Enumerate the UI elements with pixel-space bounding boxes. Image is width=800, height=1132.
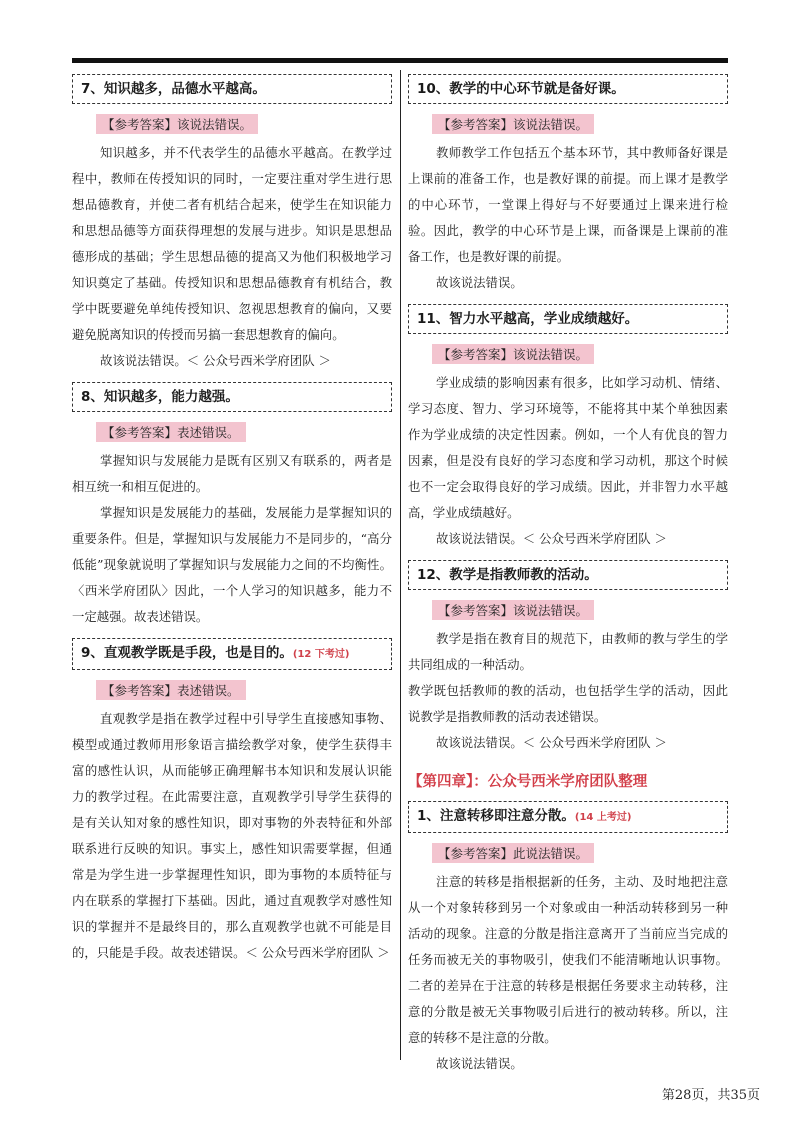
question-8-title: 8、知识越多，能力越强。 [72, 382, 392, 412]
question-10-answer: 【参考答案】该说法错误。 [432, 114, 594, 134]
chapter4-question-1-answer: 【参考答案】此说法错误。 [432, 843, 594, 863]
question-9-title: 9、直观教学既是手段，也是目的。(12 下考过) [72, 638, 392, 670]
question-12-para-2: 教学既包括教师的教的活动，也包括学生学的活动，因此说教学是指教师教的活动表述错误。 [408, 683, 728, 724]
column-divider [400, 70, 401, 1060]
left-column [72, 74, 392, 966]
question-8-answer: 【参考答案】表述错误。 [96, 422, 246, 442]
right-column [408, 74, 728, 1077]
question-9-para-1: 直观教学是指在教学过程中引导学生直接感知事物、模型或通过教师用形象语言描绘教学对象，使学生获得丰富的感性认识，从而能够正确理解书本知识和发展认识能力的教学过程。在此需要注意，直观教学引导学生获得的是有关认知对象的感性知识，即对事物的外表特征和外部联系进行反映的知识。事实上，感性知识需要掌握，但通常是为学生进一步掌握理性知识，即为事物的本质特征与内在联系的掌握打下基础。因此，通过直观教学对感性知识的掌握并不是最终目的，那么直观教学也就不可能是目的，只能是手段。故表述错误。＜ 公众号西米学府团队 ＞ [72, 711, 392, 960]
question-8-para-2: 掌握知识是发展能力的基础，发展能力是掌握知识的重要条件。但是，掌握知识与发展能力不是同步的，“高分低能”现象就说明了掌握知识与发展能力之间的不均衡性。〈西米学府团队〉因此，一个人学习的知识越多，能力不一定越强。故表述错误。 [72, 505, 392, 624]
question-11-para-1: 学业成绩的影响因素有很多，比如学习动机、情绪、学习态度、智力、学习环境等，不能将其中某个单独因素作为学业成绩的决定性因素。例如，一个人有优良的智力因素，但是没有良好的学习态度和学习动机，那这个时候也不一定会取得良好的学习成绩。因此，并非智力水平越高，学业成绩越好。 [408, 375, 728, 520]
question-11-answer: 【参考答案】该说法错误。 [432, 344, 594, 364]
question-10-title: 10、教学的中心环节就是备好课。 [408, 74, 728, 104]
page-number: 第28页，共35页 [661, 1088, 760, 1103]
question-7-para-2: 故该说法错误。＜ 公众号西米学府团队 ＞ [100, 353, 331, 368]
chapter4-question-1-para-2: 故该说法错误。 [436, 1056, 523, 1071]
top-rule [72, 58, 728, 63]
question-9-tag: (12 下考过) [292, 649, 350, 660]
question-9-answer: 【参考答案】表述错误。 [96, 680, 246, 700]
question-12-para-1: 教学是指在教育目的规范下，由教师的教与学生的学共同组成的一种活动。 [408, 631, 728, 672]
question-7-answer: 【参考答案】该说法错误。 [96, 114, 258, 134]
question-11-title: 11、智力水平越高，学业成绩越好。 [408, 304, 728, 334]
chapter4-question-1-title: 1、注意转移即注意分散。(14 上考过) [408, 801, 728, 833]
question-12-answer: 【参考答案】该说法错误。 [432, 600, 594, 620]
question-12-title: 12、教学是指教师教的活动。 [408, 560, 728, 590]
question-12-para-3: 故该说法错误。＜ 公众号西米学府团队 ＞ [436, 735, 667, 750]
chapter-heading: 【第四章】：公众号西米学府团队整理 [408, 774, 648, 790]
chapter4-question-1-tag: (14 上考过) [574, 812, 632, 823]
question-7-para-1: 知识越多，并不代表学生的品德水平越高。在教学过程中，教师在传授知识的同时，一定要注重对学生进行思想品德教育，并使二者有机结合起来，使学生在知识能力和思想品德等方面获得理想的发展与进步。知识是思想品德形成的基础；学生思想品德的提高又为他们积极地学习知识奠定了基础。传授知识和思想品德教育有机结合，教学中既要避免单纯传授知识、忽视思想教育的偏向，又要避免脱离知识的传授而另搞一套思想教育的偏向。 [72, 145, 392, 342]
question-7-title: 7、知识越多，品德水平越高。 [72, 74, 392, 104]
question-11-para-2: 故该说法错误。＜ 公众号西米学府团队 ＞ [436, 531, 667, 546]
question-10-para-1: 教师教学工作包括五个基本环节，其中教师备好课是上课前的准备工作，也是教好课的前提。而上课才是教学的中心环节，一堂课上得好与不好要通过上课来进行检验。因此，教学的中心环节是上课，而备课是上课前的准备工作，也是教好课的前提。 [408, 145, 728, 264]
question-8-para-1: 掌握知识与发展能力是既有区别又有联系的，两者是相互统一和相互促进的。 [72, 453, 392, 494]
question-10-para-2: 故该说法错误。 [436, 275, 523, 290]
chapter4-question-1-para-1: 注意的转移是指根据新的任务，主动、及时地把注意从一个对象转移到另一个对象或由一种活动转移到另一种活动的现象。注意的分散是指注意离开了当前应当完成的任务而被无关的事物吸引，使我们不能清晰地认识事物。二者的差异在于注意的转移是根据任务要求主动转移，注意的分散是被无关事物吸引后进行的被动转移。所以，注意的转移不是注意的分散。 [408, 874, 728, 1045]
